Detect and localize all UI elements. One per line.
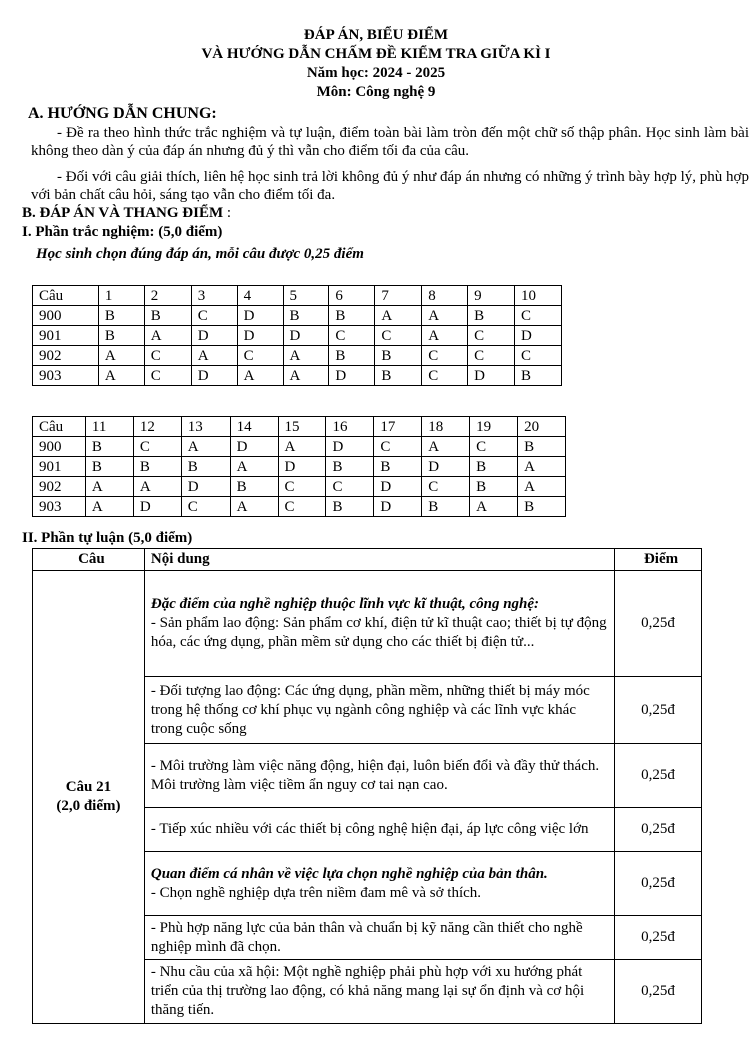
exam-code: 903 [33,366,99,386]
answer-cell: C [133,437,181,457]
answer-cell: C [191,306,237,326]
answer-cell: C [515,346,562,366]
answer-cell: D [326,437,374,457]
answer-cell: D [515,326,562,346]
title-line-2: VÀ HƯỚNG DẪN CHẤM ĐỀ KIỂM TRA GIỮA KÌ I [201,46,551,62]
answer-cell: D [230,437,278,457]
header-cell: 16 [326,417,374,437]
answer-cell: B [470,457,518,477]
score-column-header: Điểm [615,549,702,571]
exam-code: 901 [33,457,86,477]
header-cell: 13 [181,417,230,437]
exam-code: 900 [33,437,86,457]
answer-cell: B [422,497,470,517]
answer-cell: B [374,457,422,477]
answer-cell: D [468,366,515,386]
answer-cell: C [278,497,326,517]
section-b-suffix: : [223,205,232,221]
answer-cell: C [515,306,562,326]
question-label: Câu 21 [65,779,112,795]
answer-cell: D [191,326,237,346]
answer-cell: D [278,457,326,477]
answer-cell: A [230,457,278,477]
answer-cell: A [422,437,470,457]
answer-cell: C [237,346,283,366]
answer-cell: A [518,457,566,477]
answer-cell: B [283,306,329,326]
mc-table-2-header [33,417,566,437]
header-cell: Câu [33,286,99,306]
answer-cell: B [518,497,566,517]
header-cell: 4 [237,286,283,306]
answer-cell: C [468,346,515,366]
answer-cell: A [375,306,422,326]
answer-cell: D [237,306,283,326]
section-b-heading [22,205,231,222]
header-cell: 3 [191,286,237,306]
answer-cell: C [326,477,374,497]
subject: Môn: Công nghệ 9 [316,84,436,100]
content-text: - Đối tượng lao động: Các ứng dụng, phần mềm, những thiết bị máy móc trong hệ thống cơ khí phục vụ ngành công nghiệp và các lĩnh vực khác trong cuộc sống [150,682,590,737]
header-cell: 10 [515,286,562,306]
table-row [33,326,562,346]
answer-cell: D [237,326,283,346]
answer-cell: B [144,306,191,326]
header-cell: 8 [422,286,468,306]
answer-cell: A [85,497,133,517]
answer-cell: B [515,366,562,386]
header-cell: 14 [230,417,278,437]
answer-cell: B [470,477,518,497]
question-cell [33,571,145,1024]
header-cell: 11 [85,417,133,437]
answer-cell: B [326,457,374,477]
answer-cell: C [278,477,326,497]
answer-cell: B [326,497,374,517]
header-cell: 1 [98,286,144,306]
title-line-1: ĐÁP ÁN, BIỂU ĐIỂM [303,27,449,43]
score-cell: 0,25đ [615,677,702,744]
answer-cell: A [181,437,230,457]
content-cell [144,571,614,677]
general-guideline-2: - Đối với câu giải thích, liên hệ học sinh trả lời không đủ ý như đáp án nhưng có những ý trình bày hợp lý, phù hợp với bản chất câu hỏi, sáng tạo vẫn cho điểm tối đa. [31,169,749,203]
answer-cell: B [329,306,375,326]
table-row [33,497,566,517]
content-cell [144,916,614,960]
header-cell: 9 [468,286,515,306]
answer-cell: B [98,326,144,346]
answer-cell: A [422,306,468,326]
section-a-heading: A. HƯỚNG DẪN CHUNG: [28,105,217,122]
score-cell: 0,25đ [615,960,702,1024]
exam-code: 903 [33,497,86,517]
answer-cell: A [98,346,144,366]
answer-cell: A [237,366,283,386]
header-cell: 19 [470,417,518,437]
answer-cell: C [181,497,230,517]
answer-cell: C [422,346,468,366]
table-row [33,571,702,677]
answer-cell: D [329,366,375,386]
answer-cell: B [98,306,144,326]
answer-cell: B [133,457,181,477]
answer-cell: B [468,306,515,326]
answer-cell: B [375,346,422,366]
answer-cell: D [133,497,181,517]
exam-code: 900 [33,306,99,326]
essay-answer-table [32,548,702,1024]
answer-cell: A [518,477,566,497]
header-cell: Câu [33,417,86,437]
table-row [33,477,566,497]
part-1-note: Học sinh chọn đúng đáp án, mỗi câu được 0,25 điểm [36,246,364,262]
school-year: Năm học: 2024 - 2025 [306,65,446,81]
header-cell: 2 [144,286,191,306]
exam-code: 902 [33,477,86,497]
content-text: - Sản phẩm lao động: Sản phẩm cơ khí, điện tử kĩ thuật cao; thiết bị tự động hóa, các ứng dụng, phần mềm sử dụng cho các thiết bị điện tử... [150,615,607,650]
answer-cell: A [85,477,133,497]
header-cell: 17 [374,417,422,437]
answer-cell: B [329,346,375,366]
score-cell: 0,25đ [615,808,702,852]
mc-answer-table-2 [32,416,566,517]
answer-cell: A [133,477,181,497]
answer-cell: C [422,477,470,497]
exam-code: 901 [33,326,99,346]
score-cell: 0,25đ [615,916,702,960]
answer-cell: A [144,326,191,346]
table-row [33,457,566,477]
content-text: - Môi trường làm việc năng động, hiện đại, luôn biến đổi và đầy thử thách. Môi trường làm việc tiềm ẩn nguy cơ tai nạn cao. [150,757,600,793]
answer-cell: C [374,437,422,457]
content-text: - Nhu cầu của xã hội: Một nghề nghiệp phải phù hợp với xu hướng phát triển của thị trường lao động, có khả năng mang lại sự ổn định và cơ hội thăng tiến. [150,964,585,1018]
question-column-header: Câu [33,549,145,571]
part-1-heading [22,224,222,241]
content-cell [144,852,614,916]
part-1-suffix: : (5,0 điểm) [149,224,223,240]
score-cell: 0,25đ [615,852,702,916]
essay-table-header [33,549,702,571]
answer-cell: D [374,497,422,517]
content-text: - Tiếp xúc nhiều với các thiết bị công nghệ hiện đại, áp lực công việc lớn [150,821,589,837]
content-text: - Chọn nghề nghiệp dựa trên niềm đam mê và sở thích. [150,884,482,901]
answer-cell: A [98,366,144,386]
content-cell [144,808,614,852]
part-2-heading: II. Phần tự luận (5,0 điểm) [22,530,193,546]
header-cell: 6 [329,286,375,306]
header-cell: 5 [283,286,329,306]
header-cell: 18 [422,417,470,437]
score-cell: 0,25đ [615,744,702,808]
answer-cell: A [422,326,468,346]
answer-cell: D [422,457,470,477]
answer-cell: C [468,326,515,346]
header-cell: 15 [278,417,326,437]
score-cell: 0,25đ [615,571,702,677]
table-row [33,366,562,386]
answer-cell: D [191,366,237,386]
content-cell [144,744,614,808]
answer-cell: D [283,326,329,346]
mc-answer-table-1 [32,285,562,386]
question-points: (2,0 điểm) [56,798,121,814]
answer-cell: A [230,497,278,517]
table-row [33,437,566,457]
header-cell: 7 [375,286,422,306]
answer-cell: C [144,366,191,386]
answer-cell: C [422,366,468,386]
section-b-title: B. ĐÁP ÁN VÀ THANG ĐIỂM [22,205,224,221]
content-text: - Phù hợp năng lực của bản thân và chuẩn bị kỹ năng cần thiết cho nghề nghiệp mình đã chọn. [150,919,583,955]
answer-cell: C [375,326,422,346]
answer-cell: B [85,437,133,457]
answer-cell: A [283,346,329,366]
answer-cell: A [283,366,329,386]
table-row [33,346,562,366]
answer-cell: C [329,326,375,346]
answer-cell: A [191,346,237,366]
answer-cell: B [181,457,230,477]
content-cell [144,960,614,1024]
answer-cell: C [144,346,191,366]
general-guideline-1: - Đề ra theo hình thức trắc nghiệm và tự luận, điểm toàn bài làm tròn đến một chữ số thập phân. Học sinh làm bài không theo dàn ý của đáp án nhưng đủ ý thì vẫn cho điểm tối đa của câu. [31,125,749,159]
header-cell: 20 [518,417,566,437]
answer-cell: B [518,437,566,457]
answer-cell: B [85,457,133,477]
answer-cell: A [470,497,518,517]
answer-cell: D [181,477,230,497]
answer-cell: B [375,366,422,386]
content-heading: Đặc điểm của nghề nghiệp thuộc lĩnh vực kĩ thuật, công nghệ: [150,596,540,612]
answer-cell: C [470,437,518,457]
table-row [33,306,562,326]
content-cell [144,677,614,744]
mc-table-1-header [33,286,562,306]
header-cell: 12 [133,417,181,437]
part-1-title: I. Phần trắc nghiệm [22,224,150,240]
answer-cell: B [230,477,278,497]
content-column-header: Nội dung [144,549,614,571]
exam-code: 902 [33,346,99,366]
content-heading: Quan điểm cá nhân về việc lựa chọn nghề nghiệp của bản thân. [150,865,548,882]
answer-cell: A [278,437,326,457]
answer-cell: D [374,477,422,497]
